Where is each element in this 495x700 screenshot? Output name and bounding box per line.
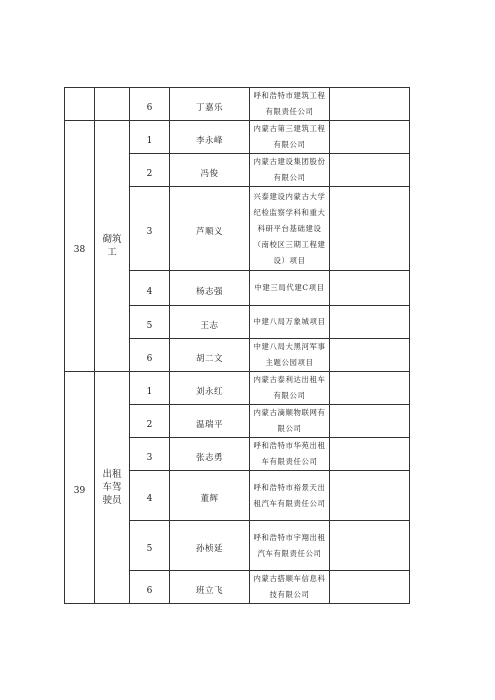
- remark-cell: [330, 571, 410, 604]
- seq-cell: [130, 154, 170, 187]
- person-name: 王志: [200, 320, 219, 331]
- group-number-cell: [65, 121, 95, 372]
- work-unit: 中建八局大黑河军事主题公园项目: [253, 342, 326, 367]
- name-cell: [170, 405, 250, 438]
- seq-cell: [130, 372, 170, 405]
- seq-cell: [130, 405, 170, 438]
- unit-cell: [250, 121, 330, 154]
- group-number: 38: [73, 244, 86, 255]
- person-name: 芦顺义: [195, 227, 223, 237]
- group-number-cell: [65, 88, 95, 121]
- job-type: 出租车驾驶员: [102, 469, 122, 506]
- unit-cell: [250, 187, 330, 271]
- work-unit: 内蒙古搭顺车信息科技有限公司: [253, 574, 326, 599]
- seq-number: 2: [146, 419, 153, 430]
- job-type: 砌筑工: [102, 234, 122, 258]
- remark-cell: [330, 405, 410, 438]
- work-unit: 中建三局代建C项目: [254, 283, 325, 292]
- work-unit: 内蒙古第三建筑工程有限公司: [253, 124, 326, 149]
- person-name: 张志勇: [195, 452, 223, 463]
- seq-number: 4: [146, 494, 153, 504]
- seq-number: 1: [146, 135, 153, 146]
- seq-cell: [130, 438, 170, 471]
- seq-cell: [130, 306, 170, 339]
- name-cell: [170, 521, 250, 571]
- work-unit: 呼和浩特市建筑工程有限责任公司: [253, 91, 326, 116]
- unit-cell: [250, 88, 330, 121]
- unit-cell: [250, 306, 330, 339]
- name-cell: [170, 471, 250, 521]
- person-name: 温瑞平: [195, 419, 223, 430]
- work-unit: 呼和浩特市宇翔出租汽车有限责任公司: [253, 532, 326, 558]
- job-type-cell: [95, 88, 130, 121]
- table-row: [65, 372, 410, 405]
- person-name: 董辉: [200, 494, 219, 504]
- work-unit: 内蒙古滴顺物联网有限公司: [253, 408, 326, 433]
- person-name: 丁嘉乐: [195, 102, 223, 113]
- name-cell: [170, 154, 250, 187]
- work-unit: 呼和浩特市华苑出租车有限责任公司: [253, 441, 326, 466]
- name-cell: [170, 88, 250, 121]
- table-row: [65, 88, 410, 121]
- remark-cell: [330, 521, 410, 571]
- unit-cell: [250, 471, 330, 521]
- job-type-cell: [95, 121, 130, 372]
- work-unit: 呼和浩特市裕景天出租汽车有限责任公司: [253, 482, 326, 508]
- seq-number: 3: [146, 227, 153, 237]
- name-cell: [170, 121, 250, 154]
- unit-cell: [250, 154, 330, 187]
- name-cell: [170, 571, 250, 604]
- person-name: 李永峰: [195, 135, 223, 146]
- remark-cell: [330, 438, 410, 471]
- seq-cell: [130, 271, 170, 306]
- remark-cell: [330, 339, 410, 372]
- unit-cell: [250, 521, 330, 571]
- remark-cell: [330, 121, 410, 154]
- seq-cell: [130, 339, 170, 372]
- name-cell: [170, 271, 250, 306]
- person-name: 刘永红: [195, 386, 223, 397]
- unit-cell: [250, 438, 330, 471]
- name-cell: [170, 438, 250, 471]
- seq-number: 4: [146, 286, 153, 297]
- work-unit: 中建八局万象城项目: [253, 317, 326, 326]
- seq-cell: [130, 471, 170, 521]
- person-name: 冯俊: [200, 168, 219, 179]
- name-cell: [170, 187, 250, 271]
- seq-number: 6: [146, 353, 153, 364]
- person-name: 孙桢延: [195, 544, 223, 554]
- name-cell: [170, 306, 250, 339]
- person-name: 胡二文: [195, 353, 223, 364]
- remark-cell: [330, 154, 410, 187]
- seq-number: 2: [146, 168, 153, 179]
- remark-cell: [330, 271, 410, 306]
- seq-cell: [130, 187, 170, 271]
- seq-number: 6: [146, 585, 153, 596]
- work-unit: 内蒙古泰利达出租车有限公司: [253, 375, 326, 400]
- table-row: [65, 121, 410, 154]
- person-name: 杨志强: [195, 286, 223, 297]
- remark-cell: [330, 471, 410, 521]
- remark-cell: [330, 306, 410, 339]
- name-cell: [170, 372, 250, 405]
- awardee-table: [64, 87, 410, 604]
- remark-cell: [330, 88, 410, 121]
- seq-number: 3: [146, 452, 153, 463]
- unit-cell: [250, 339, 330, 372]
- group-number-cell: [65, 372, 95, 604]
- seq-number: 1: [146, 386, 153, 397]
- unit-cell: [250, 405, 330, 438]
- seq-number: 5: [146, 320, 153, 331]
- seq-cell: [130, 88, 170, 121]
- unit-cell: [250, 372, 330, 405]
- person-name: 班立飞: [195, 585, 223, 596]
- seq-cell: [130, 121, 170, 154]
- name-cell: [170, 339, 250, 372]
- remark-cell: [330, 372, 410, 405]
- group-number: 39: [73, 486, 86, 496]
- unit-cell: [250, 271, 330, 306]
- seq-number: 5: [146, 544, 153, 554]
- unit-cell: [250, 571, 330, 604]
- work-unit: 内蒙古建设集团股份有限公司: [253, 157, 326, 182]
- seq-number: 6: [146, 102, 153, 113]
- job-type-cell: [95, 372, 130, 604]
- seq-cell: [130, 521, 170, 571]
- work-unit: 兴泰建设内蒙古大学纪检监察学科和重大科研平台基础建设（南校区三期工程建设）项目: [253, 191, 326, 265]
- remark-cell: [330, 187, 410, 271]
- seq-cell: [130, 571, 170, 604]
